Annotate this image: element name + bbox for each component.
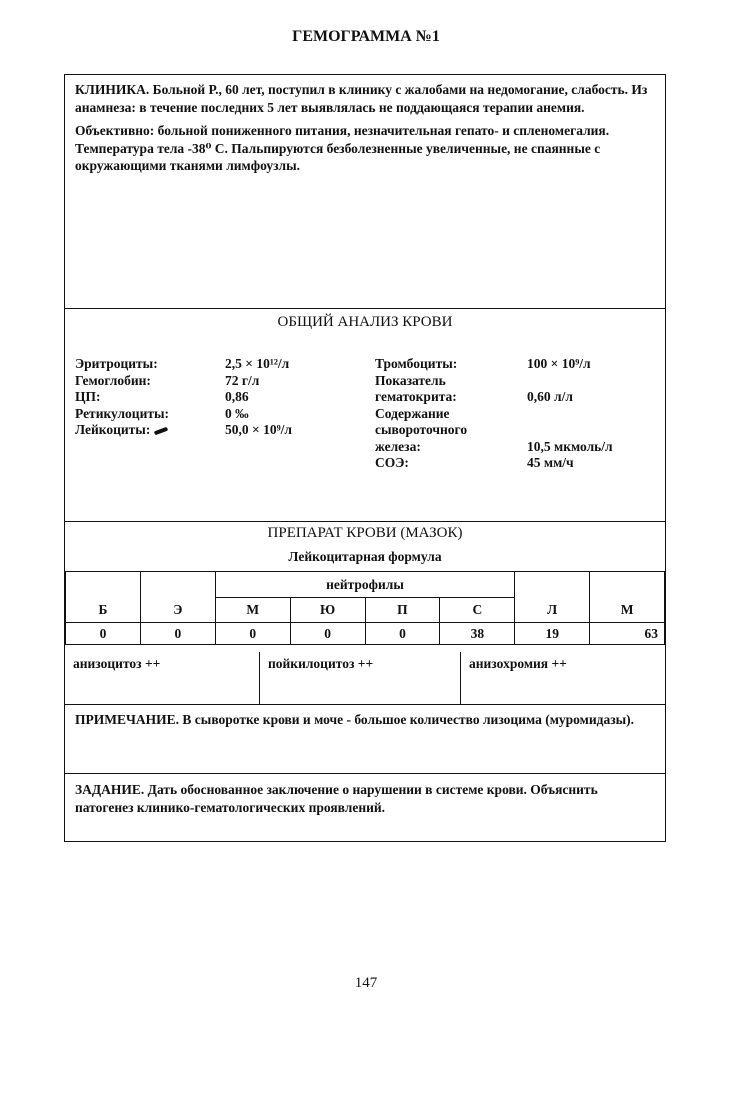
value-eosinophils: 0 [140, 623, 215, 645]
value-iron: 10,5 мкмоль/л [527, 438, 613, 454]
header-lymphocytes: Л [515, 598, 590, 623]
divider [65, 308, 665, 309]
blood-analysis-section [65, 311, 665, 521]
morphology-poikilocytosis: пойкилоцитоз ++ [260, 652, 461, 704]
value-segmented: 38 [440, 623, 515, 645]
header-metamyelocytes: Ю [290, 598, 365, 623]
header-eosinophils: Э [140, 598, 215, 623]
left-values [225, 356, 292, 439]
label-iron-3: железа: [375, 438, 421, 454]
label-leukocytes: Лейкоциты: [75, 422, 169, 439]
value-monocytes: 63 [590, 623, 665, 645]
blood-analysis-title: ОБЩИЙ АНАЛИЗ КРОВИ [277, 314, 453, 330]
label-reticulocytes: Ретикулоциты: [75, 405, 170, 421]
header-myelocytes: М [215, 598, 290, 623]
value-basophils: 0 [66, 623, 141, 645]
value-blank-3 [527, 422, 613, 439]
value-hemoglobin: 72 г/л [225, 372, 260, 388]
header-band: П [365, 598, 440, 623]
value-lymphocytes: 19 [515, 623, 590, 645]
value-myelocytes: 0 [215, 623, 290, 645]
right-labels [375, 356, 467, 472]
hemogram-frame [64, 74, 666, 842]
value-band: 0 [365, 623, 440, 645]
morphology-anisocytosis: анизоцитоз ++ [65, 652, 260, 704]
value-erythrocytes: 2,5 × 10¹²/л [225, 356, 290, 371]
header-basophils: Б [66, 598, 141, 623]
neutrophils-header: нейтрофилы [215, 572, 515, 598]
value-color-index: 0,86 [225, 389, 249, 404]
value-platelets: 100 × 10⁹/л [527, 356, 591, 371]
table-row [66, 623, 665, 645]
value-reticulocytes: 0 ‰ [225, 405, 249, 421]
value-hematocrit: 0,60 л/л [527, 389, 573, 404]
label-iron-1: Содержание [375, 405, 450, 421]
label-platelets: Тромбоциты: [375, 356, 458, 371]
table-cell [140, 572, 215, 598]
label-color-index: ЦП: [75, 389, 101, 404]
note-section: ПРИМЕЧАНИЕ. В сыворотке крови и моче - большое количество лизоцима (муромидазы). [75, 712, 635, 727]
label-hemoglobin: Гемоглобин: [75, 372, 151, 388]
table-row [66, 598, 665, 623]
table-cell [66, 572, 141, 598]
label-esr: СОЭ: [375, 455, 409, 470]
smear-subtitle: Лейкоцитарная формула [288, 549, 442, 564]
leukocyte-formula-table [65, 571, 665, 645]
header-segmented: С [440, 598, 515, 623]
divider [65, 773, 665, 774]
value-metamyelocytes: 0 [290, 623, 365, 645]
left-labels [75, 356, 169, 439]
page-title: ГЕМОГРАММА №1 [292, 28, 440, 45]
table-row [66, 572, 665, 598]
value-blank-1 [527, 373, 613, 390]
value-esr: 45 мм/ч [527, 455, 574, 470]
clinic-section [65, 81, 665, 181]
task-section: ЗАДАНИЕ. Дать обоснованное заключение о нарушении в системе крови. Объяснить патогенез клинико-гематологических проявлений. [75, 782, 598, 815]
header-monocytes: М [590, 598, 665, 623]
page-number: 147 [354, 975, 378, 991]
morphology-row [65, 652, 665, 704]
right-values [527, 356, 613, 472]
label-iron-2: сывороточного [375, 422, 468, 437]
table-cell [515, 572, 590, 598]
ink-mark-icon [154, 427, 169, 436]
label-hematocrit-2: гематокрита: [375, 389, 457, 404]
clinic-paragraph-2: Объективно: больной пониженного питания, незначительная гепато- и спленомегалия. Температура тела -38⁰ С. Пальпируются безболезненные увеличенные, не спаянные с окружающими тканями лимфоузлы. [75, 123, 610, 173]
smear-title: ПРЕПАРАТ КРОВИ (МАЗОК) [267, 525, 463, 541]
label-erythrocytes: Эритроциты: [75, 356, 158, 371]
clinic-paragraph-1: КЛИНИКА. Больной Р., 60 лет, поступил в клинику с жалобами на недомогание, слабость. Из анамнеза: в течение последних 5 лет выявлялась не поддающаяся терапии анемия. [75, 82, 648, 115]
table-cell [590, 572, 665, 598]
morphology-anisochromia: анизохромия ++ [469, 656, 567, 671]
value-leukocytes: 50,0 × 10⁹/л [225, 422, 292, 437]
value-blank-2 [527, 406, 613, 423]
label-hematocrit-1: Показатель [375, 372, 446, 388]
divider [65, 521, 665, 522]
divider [65, 704, 665, 705]
